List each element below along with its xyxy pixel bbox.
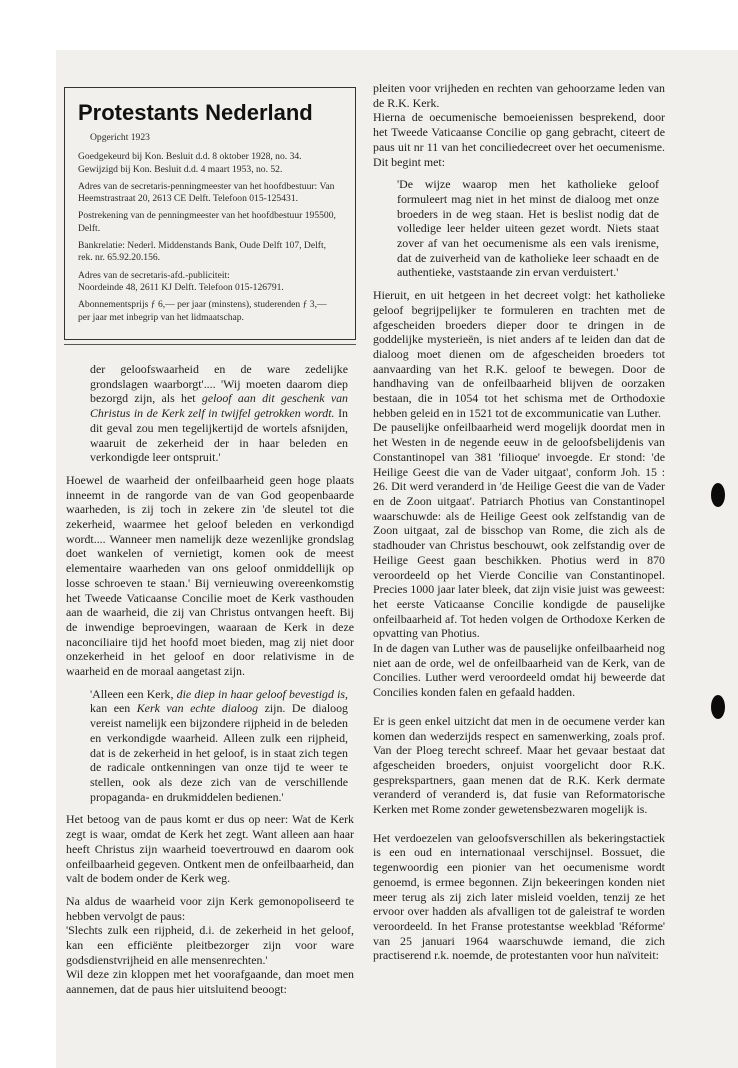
left-paragraph-5: Wil deze zin kloppen met het voorafgaande, dan moet men aannemen, dat de paus hier uitsluitend beoogt: — [66, 967, 354, 997]
secretary-address: Adres van de secretaris-penningmeester van het hoofdbestuur: Van Heemstrastraat 20, 2613 CE Delft. Telefoon 015-125431. — [78, 180, 335, 205]
left-paragraph-3: Na aldus de waarheid voor zijn Kerk gemonopoliseerd te hebben vervolgt de paus: — [66, 893, 354, 923]
right-quote-1: 'De wijze waarop men het katholieke geloof formuleert mag niet in het minst de dialoog met onze broeders in de weg staan. Het is beslist nodig dat de volledige leer helder uiteen gezet wordt. Niets staat zover af van het oecumenisme als een vals irenisme, dat de zuiverheid van de katholieke leer schaadt en de authentieke, vaststaande zin ervan verduistert.' — [397, 177, 659, 280]
giro-account: Postrekening van de penningmeester van het hoofdbestuur 195500, Delft. — [78, 210, 336, 234]
left-paragraph-2: Het betoog van de paus komt er dus op neer: Wat de Kerk zegt is waar, omdat de Kerk het zegt. Want alleen aan haar heeft Christus zijn waarheid toevertrouwd en daarom ook onfeilbaarheid gegeven. Ontkent men de onfeilbaarheid, dan valt de bodem onder de Kerk weg. — [66, 812, 354, 886]
bank-details: Bankrelatie: Nederl. Middenstands Bank, Oude Delft 107, Delft, rek. nr. 65.92.20.156. — [78, 240, 327, 264]
right-paragraph-7: Het verdoezelen van geloofsverschillen als bekeringstactiek is een oud en internationaal verschijnsel. Bossuet, die tegenwoordig een pionier van het oecumenisme wordt genoemd, is ermee begonnen. Zijn bekeeringen konden niet meer terug als zij zich later misleid voelden, tenzij ze het ervoor over hadden als afvalligen tot de galeistraf te worden veroordeeld. In het Franse protestantse weekblad 'Réforme' van 25 januari 1964 waarschuwde iemand, die zich practiserend r.k. noemde, de protestanten voor hun naïviteit: — [373, 830, 665, 963]
right-paragraph-1: pleiten voor vrijheden en rechten van gehoorzame leden van de R.K. Kerk. — [373, 81, 665, 110]
right-paragraph-2: Hierna de oecumenische bemoeienissen besprekend, door het Tweede Vaticaanse Concilie op gang gebracht, citeert de paus uit nr 11 van het conciliedecreet over het oecumenisme. Dit begint met: — [373, 110, 665, 169]
founded-line: Opgericht 1923 — [90, 132, 150, 143]
right-paragraph-4: De pauselijke onfeilbaarheid werd mogelijk doordat men in het Westen in de negende eeuw in de geloofsbelijdenis van Constantinopel van 381 'filioque' invoegde. Er stond: 'de Heilige Geest die van de Vader uitgaat', conform Joh. 15 : 26. Dit werd veranderd in 'de Heilige Geest die van de Vader en de Zoon uitgaat'. Patriarch Photius van Constantinopel waarschuwde: als de Heilige Geest ook zelfstandig van de Zoon uitgaat, zal de bisschop van Rome, die zich als de stadhouder van Christus beschouwt, ook zelfstandig over de Heilige Geest gaan beschikken. Photius werd in 870 veroordeeld op het Vierde Concilie van Constantinopel. Precies 1000 jaar later bleek, dat zijn visie juist was geweest: het eerste Vaticaanse Concilie kondigde de pauselijke onfeilbaarheid af. Tot heden volgen de Orthodoxe Kerken de opvatting van Photius. — [373, 420, 665, 641]
left-quote-2: 'Alleen een Kerk, die diep in haar geloof bevestigd is, kan een Kerk van echte dialoog zijn. De dialoog vereist namelijk een bijzondere rijpheid in de beleden en verkondigde waarheid. Alleen zulk een rijpheid, dat is de zekerheid in het geloof, is in staat zich tegen de radicale ontkenningen van onze tijd te weer te stellen, ook als deze zich van de verschillende propaganda- en drukmiddelen bedienen.' — [90, 686, 348, 804]
masthead-title: Protestants Nederland — [78, 100, 313, 125]
right-paragraph-5: In de dagen van Luther was de pauselijke onfeilbaarheid nog niet aan de orde, wel de onfeilbaarheid van de Kerk, van de Concilies. Luther werd veroordeeld omdat hij beweerde dat Concilies konden falen en gefaald hadden. — [373, 641, 665, 700]
left-paragraph-4: 'Slechts zulk een rijpheid, d.i. de zekerheid in het geloof, kan een efficiënte pleitbezorger zijn voor ware godsdienstvrijheid en alle mensenrechten.' — [66, 923, 354, 967]
left-paragraph-1: Hoewel de waarheid der onfeilbaarheid geen hoge plaats inneemt in de rangorde van de van God geopenbaarde waarheden, is zij toch in zekere zin 'de sleutel tot die zekerheid, waarmee het geloof beleden en verkondigd wordt.... Wanneer men namelijk deze wezenlijke grondslag doet wankelen of vernietigt, komen ook de meest elementaire waarheden van ons geloof onmiddellijk op losse schroeven te staan.' Bij vernieuwing overeenkomstig het Tweede Vaticaanse Concilie moet de Kerk vasthouden aan de waarheid, die zij van Christus ontvangen heeft. Bij de inwendige beproevingen, waaraan de Kerk in deze naconciliaire tijd het hoofd moet bieden, mag zij niet door onzekerheid in het geloof en door relativisme in de waarheid en de moraal aangetast zijn. — [66, 472, 354, 679]
right-paragraph-3: Hieruit, en uit hetgeen in het decreet volgt: het katholieke geloof begrijpelijker te formuleren en trachten met de afgescheiden broeders dieper door te dringen in de goddelijke mysterieën, is niet anders af te leiden dan dat de dialoog moet dienen om de afgescheiden broeders tot aanvaarding van het R.K. geloof te bewegen. Door de handhaving van de onfeilbaarheid blijven de oorzaken bestaan, die in 1054 tot het schisma met de Orthodoxie hebben geleid en in 1521 tot de excommunicatie van Luther. — [373, 288, 665, 420]
left-quote-1: der geloofswaarheid en de ware zedelijke grondslagen waarborgt'.... 'Wij moeten daarom diep bezorgd zijn, als het geloof aan dit geschenk van Christus in de Kerk zelf in twijfel getrokken wordt. In dit geval zou men tegelijkertijd de wortels afsnijden, waaruit de zekerheid der in haar beleden en verkondigde leer ontspruit.' — [90, 362, 348, 465]
publicity-address: Noordeinde 48, 2611 KJ Delft. Telefoon 015-126791. — [78, 281, 284, 293]
header-divider — [64, 344, 356, 345]
approval-text: Goedgekeurd bij Kon. Besluit d.d. 8 oktober 1928, no. 34. Gewijzigd bij Kon. Besluit d.d. 4 maart 1953, no. 52. — [78, 151, 302, 175]
binder-hole-lower — [711, 695, 725, 719]
binder-hole-upper — [711, 483, 725, 507]
right-paragraph-6: Er is geen enkel uitzicht dat men in de oecumene verder kan komen dan wederzijds respect en samenwerking, zoals prof. Van der Ploeg terecht schreef. Maar het gevaar bestaat dat afgescheiden broeders, onjuist voorgelicht door R.K. gesprekspartners, gaan menen dat de R.K. Kerk dermate veranderd of veranderd is, dat fusie van Reformatorische Kerken met Rome zonder gewetensbezwaren mogelijk is. — [373, 713, 665, 817]
right-column — [373, 81, 665, 963]
left-column — [66, 362, 354, 997]
masthead-box — [64, 87, 356, 340]
subscription-text: Abonnementsprijs ƒ 6,— per jaar (minstens), studerenden ƒ 3,— per jaar met inbegrip van het lidmaatschap. — [78, 299, 327, 323]
publicity-label: Adres van de secretaris-afd.-publiciteit: — [78, 269, 230, 281]
